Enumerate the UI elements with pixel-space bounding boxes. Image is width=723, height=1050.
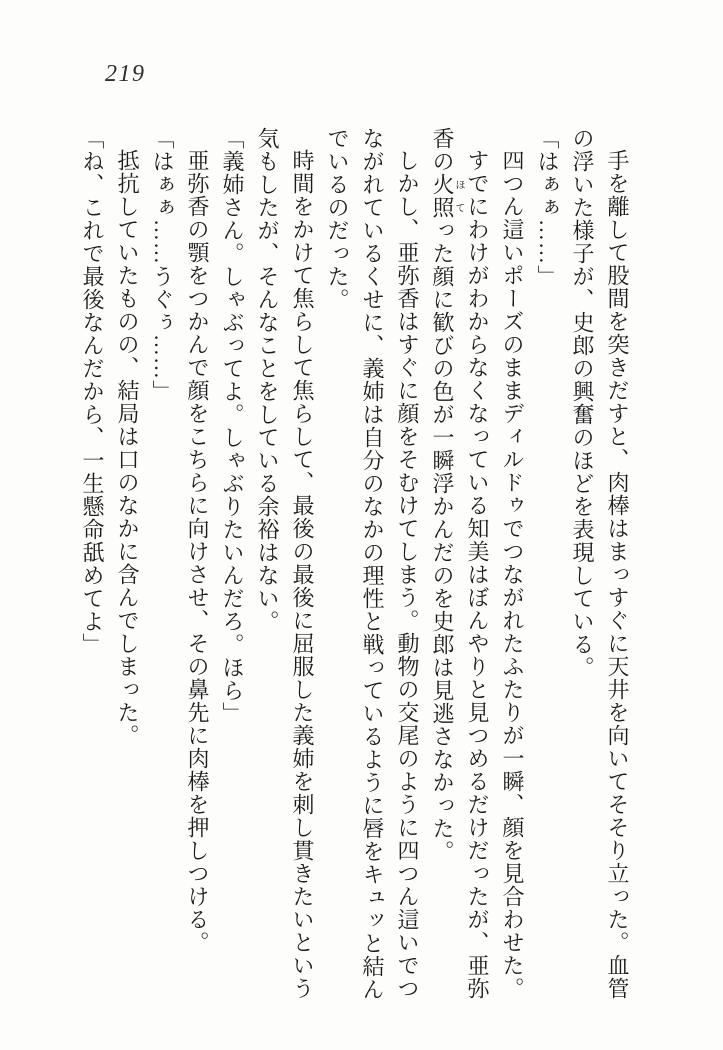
- paragraph-11: 「ね、これで最後なんだから、一生懸命舐めてよ」: [80, 127, 105, 656]
- vertical-text-block: [75, 127, 635, 1004]
- page-number: 219: [105, 61, 146, 87]
- paragraph-4: すでにわけがわからなくなっている知美はぼんやりと見つめるだけだったが、亜弥香の火照ほてった顔に歓びの色が一瞬浮かんだのを史郎は見逃さなかった。: [430, 127, 490, 1000]
- paragraph-9: 「はぁぁ……うぐぅ……」: [150, 127, 175, 403]
- paragraph-10: 抵抗していたものの、結局は口のなかに含んでしまった。: [115, 149, 140, 747]
- paragraph-7: 「義姉さん。しゃぶってよ。しゃぶりたいんだろ。ほら」: [220, 127, 245, 725]
- paragraph-6: 時間をかけて焦らして焦らして、最後の最後に屈服した義姉を刺し貫きたいという気もしたが、そんなことをしている余裕はない。: [255, 127, 315, 1000]
- paragraph-5: しかし、亜弥香はすぐに顔をそむけてしまう。動物の交尾のように四つん這いでつながれているくせに、義姉は自分のなかの理性と戦っているように唇をキュッと結んでいるのだった。: [325, 127, 420, 1001]
- paragraph-3: 四つん這いポーズのままディルドゥでつながれたふたりが一瞬、顔を見合わせた。: [500, 149, 525, 1000]
- paragraph-8: 亜弥香の顎をつかんで顔をこちらに向けさせ、その鼻先に肉棒を押しつける。: [185, 149, 210, 954]
- paragraph-1: 手を離して股間を突きだすと、肉棒はまっすぐに天井を向いてそそり立った。血管の浮いた様子が、史郎の興奮のほどを表現している。: [570, 127, 630, 1000]
- furigana-ruby: 火照ほて: [430, 173, 464, 219]
- paragraph-2: 「はぁぁ……」: [535, 127, 560, 288]
